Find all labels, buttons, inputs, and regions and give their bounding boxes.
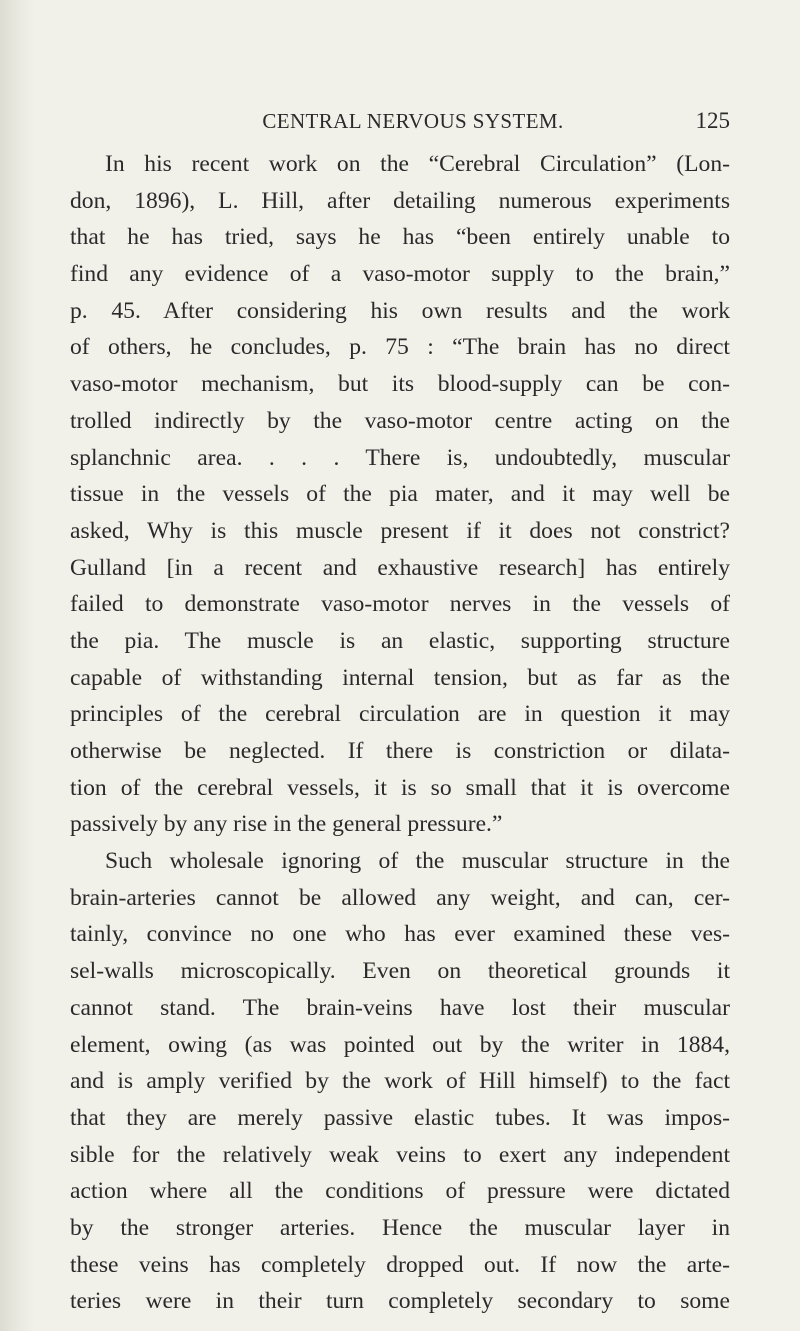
- text-line: cannot stand. The brain-veins have lost their muscular: [70, 994, 730, 1021]
- text-line: splanchnic area. . . . There is, undoubtedly, muscular: [70, 444, 730, 471]
- text-line: trolled indirectly by the vaso-motor centre acting on the: [70, 407, 730, 434]
- text-line: teries were in their turn completely secondary to some: [70, 1288, 730, 1315]
- text-line: vaso-motor mechanism, but its blood-supply can be con-: [70, 371, 730, 398]
- text-line: don, 1896), L. Hill, after detailing numerous experiments: [70, 187, 730, 214]
- text-line: principles of the cerebral circulation are in question it may: [70, 701, 730, 728]
- text-line: capable of withstanding internal tension, but as far as the: [70, 664, 730, 691]
- text-line: sel-walls microscopically. Even on theoretical grounds it: [70, 958, 730, 985]
- text-line: find any evidence of a vaso-motor supply to the brain,”: [70, 261, 730, 288]
- text-line: p. 45. After considering his own results and the work: [70, 297, 730, 324]
- text-line: element, owing (as was pointed out by the writer in 1884,: [70, 1031, 730, 1058]
- text-line: sible for the relatively weak veins to exert any independent: [70, 1141, 730, 1168]
- text-line: Such wholesale ignoring of the muscular structure in the: [105, 848, 730, 875]
- text-line: these veins has completely dropped out. If now the arte-: [70, 1251, 730, 1278]
- text-line: tion of the cerebral vessels, it is so small that it is overcome: [70, 774, 730, 801]
- text-line: that he has tried, says he has “been entirely unable to: [70, 224, 730, 251]
- page-number: 125: [695, 108, 730, 133]
- text-line: and is amply verified by the work of Hill himself) to the fact: [70, 1068, 730, 1095]
- text-line: otherwise be neglected. If there is constriction or dilata-: [70, 738, 730, 764]
- text-line: the pia. The muscle is an elastic, supporting structure: [70, 627, 730, 654]
- running-head: CENTRAL NERVOUS SYSTEM.: [262, 109, 564, 133]
- text-line: action where all the conditions of pressure were dictated: [70, 1178, 730, 1205]
- text-line: of others, he concludes, p. 75 : “The brain has no direct: [70, 334, 730, 361]
- text-line: tainly, convince no one who has ever examined these ves-: [70, 921, 730, 948]
- text-line: tissue in the vessels of the pia mater, and it may well be: [70, 481, 730, 508]
- text-line: failed to demonstrate vaso-motor nerves in the vessels of: [70, 591, 730, 618]
- text-line: by the stronger arteries. Hence the muscular layer in: [70, 1214, 730, 1241]
- text-line: passively by any rise in the general pressure.”: [70, 811, 503, 838]
- text-line: asked, Why is this muscle present if it does not constrict?: [70, 517, 730, 544]
- text-line: Gulland [in a recent and exhaustive research] has entirely: [70, 554, 730, 581]
- text-line: brain-arteries cannot be allowed any weight, and can, cer-: [70, 884, 730, 911]
- body-text: [70, 146, 730, 1320]
- text-line: In his recent work on the “Cerebral Circulation” (Lon-: [105, 151, 730, 177]
- page-header: [96, 106, 730, 136]
- text-line: that they are merely passive elastic tubes. It was impos-: [70, 1104, 730, 1131]
